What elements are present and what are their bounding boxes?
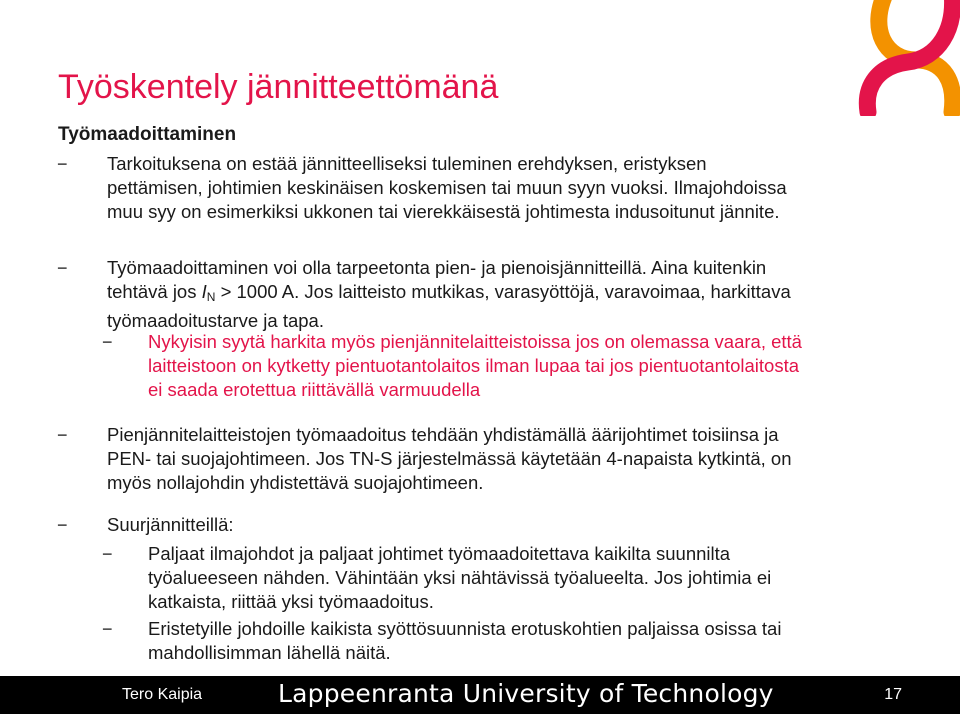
page-number: 17 (884, 686, 902, 703)
bullet-low-voltage (57, 256, 907, 333)
text-line: Suurjännitteillä: (107, 514, 234, 535)
text-line: Pienjännitelaitteistojen työmaadoitus tehdään yhdistämällä äärijohtimet toisiinsa ja (107, 424, 779, 445)
dash-bullet: − (57, 154, 68, 174)
text-line: Tarkoituksena on estää jännitteelliseksi tuleminen erehdyksen, eristyksen (107, 153, 707, 174)
footer-university: Lappeenranta University of Technology (278, 679, 774, 708)
text-line: ei saada erotettua riittävällä varmuudella (148, 379, 481, 400)
bullet-small-generation-warning (102, 330, 918, 402)
text-line: laitteistoon on kytketty pientuotantolaitos ilman lupaa tai jos pientuotantolaitosta (148, 355, 799, 376)
text-line: Nykyisin syytä harkita myös pienjännitelaitteistoissa jos on olemassa vaara, että (148, 331, 802, 352)
footer-bar (0, 676, 960, 714)
text-line-with-current (107, 280, 907, 309)
current-symbol: I (201, 281, 207, 302)
dash-bullet: − (102, 332, 113, 352)
dash-bullet: − (57, 258, 68, 278)
text-line: katkaista, riittää yksi työmaadoitus. (148, 591, 434, 612)
footer-author: Tero Kaipia (122, 686, 203, 703)
text-line: mahdollisimman lähellä näitä. (148, 642, 391, 663)
dash-bullet: − (102, 619, 113, 639)
bullet-bare-lines (102, 542, 918, 614)
slide-subtitle: Työmaadoittaminen (58, 124, 237, 145)
dash-bullet: − (57, 425, 68, 445)
bullet-insulated-cables (102, 617, 918, 665)
text-line: Paljaat ilmajohdot ja paljaat johtimet työmaadoitettava kaikilta suunnilta (148, 543, 731, 564)
dash-bullet: − (102, 544, 113, 564)
text-line: Työmaadoittaminen voi olla tarpeetonta pien- ja pienoisjännitteillä. Aina kuitenkin (107, 257, 767, 278)
text-fragment: tehtävä jos (107, 281, 202, 302)
bullet-high-voltage (57, 513, 907, 537)
text-line: työmaadoitustarve ja tapa. (107, 310, 324, 331)
bullet-lv-installations (57, 423, 907, 495)
slide-title: Työskentely jännitteettömänä (58, 68, 499, 106)
text-fragment: > 1000 A. Jos laitteisto mutkikas, varasyöttöjä, varavoimaa, harkittava (215, 281, 791, 302)
text-line: myös nollajohdin yhdistettävä suojajohtimeen. (107, 472, 484, 493)
text-line: pettämisen, johtimien keskinäisen koskemisen tai muun syyn vuoksi. Ilmajohdoissa (107, 177, 787, 198)
text-line: PEN- tai suojajohtimeen. Jos TN-S järjestelmässä käytetään 4-napaista kytkintä, on (107, 448, 792, 469)
dash-bullet: − (57, 515, 68, 535)
text-line: työalueeseen nähden. Vähintään yksi nähtävissä työalueelta. Jos johtimia ei (148, 567, 772, 588)
bullet-purpose (57, 152, 907, 224)
text-line: Eristetyille johdoille kaikista syöttösuunnista erotuskohtien paljaissa osissa tai (148, 618, 782, 639)
text-line: muu syy on esimerkiksi ukkonen tai vierekkäisestä johtimesta indusoitunut jännite. (107, 201, 780, 222)
current-subscript: N (206, 290, 216, 304)
lut-ribbon-logo-icon (856, 0, 960, 116)
